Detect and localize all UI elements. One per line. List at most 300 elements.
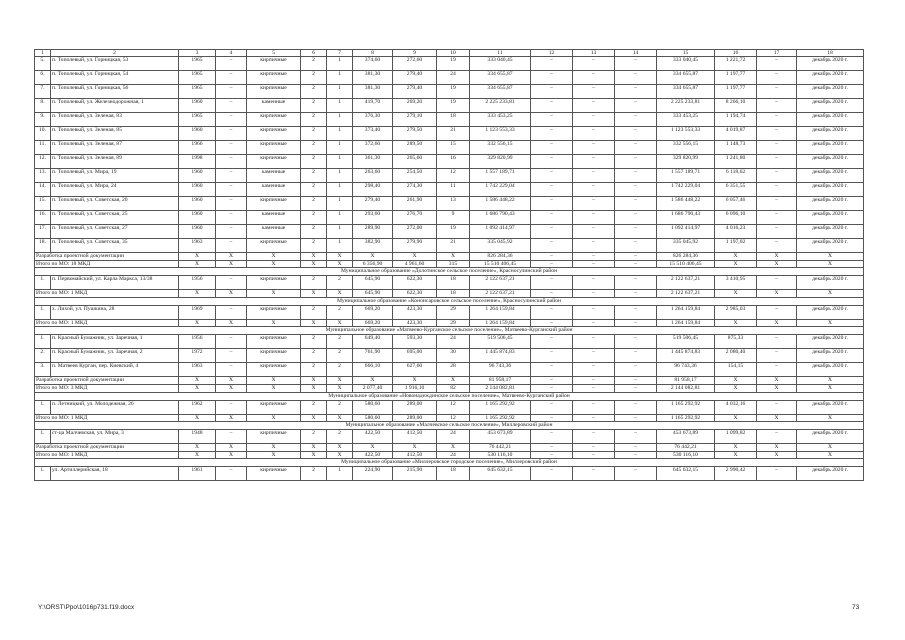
table-cell: – [615,451,657,459]
table-cell: кирпичные [247,335,301,349]
table-cell: 24 [437,430,470,444]
table-cell: кирпичные [247,71,301,85]
table-cell: 333 040,45 [470,57,531,71]
footer-file-path: Y:\ORST\Ppo\1016p731.f19.docx [38,604,135,611]
table-cell: 2 990,42 [715,467,757,481]
table-cell: – [615,127,657,141]
table-cell: – [573,71,615,85]
table-cell: 1. [35,305,51,319]
table-cell: 2 144 082,81 [470,384,531,392]
table-cell: – [615,183,657,197]
table-cell: 622,30 [393,290,437,298]
address-cell: п. Тополевый, ул. Советская, 20 [51,197,179,211]
table-cell: – [757,430,797,444]
table-cell: 2 [301,57,327,71]
table-cell: – [531,276,573,290]
table-cell: – [531,319,573,327]
table-cell: 279,40 [353,197,393,211]
table-cell: – [531,384,573,392]
table-cell: – [573,414,615,422]
table-cell: 6 351,55 [715,183,757,197]
table-cell: – [615,113,657,127]
address-cell: ул. Артиллерийская, 18 [51,467,179,481]
table-cell: декабрь 2020 г. [797,141,864,155]
table-cell: 293,60 [353,211,393,225]
table-cell: кирпичные [247,57,301,71]
table-cell: декабрь 2020 г. [797,183,864,197]
section-heading-row [35,459,864,467]
table-cell: – [615,400,657,414]
total-row [35,414,864,422]
table-cell: – [573,85,615,99]
table-cell: – [216,183,247,197]
table-cell: декабрь 2020 г. [797,305,864,319]
table-cell: 76 442,21 [657,444,715,452]
column-number: 5 [247,50,301,57]
table-cell: – [216,239,247,253]
table-cell: – [757,127,797,141]
municipality-heading: Муниципальное образование «Миллеровское городское поселение», Миллеровский район [35,459,864,467]
table-cell: 81 958,17 [657,377,715,385]
table-cell: 315 [437,260,470,268]
table-cell: X [301,451,327,459]
table-cell: – [531,85,573,99]
column-number: 16 [715,50,757,57]
table-cell: 329 820,99 [470,155,531,169]
table-cell: – [531,127,573,141]
table-cell: 1960 [179,211,216,225]
table-cell: 16. [35,211,51,225]
table-cell: 519 506,45 [657,335,715,349]
table-cell: – [216,400,247,414]
table-cell: 519 506,45 [470,335,531,349]
table-cell: кирпичные [247,400,301,414]
table-cell: – [615,377,657,385]
table-cell: 2 [301,430,327,444]
table-cell: 18 [437,467,470,481]
table-row [35,211,864,225]
table-cell: 530 116,10 [657,451,715,459]
table-cell: X [353,377,393,385]
table-cell: X [247,451,301,459]
column-number: 13 [573,50,615,57]
table-cell: 1 264 159,84 [657,305,715,319]
table-cell: 627,60 [393,363,437,377]
table-cell: – [615,253,657,261]
table-cell: – [615,260,657,268]
address-cell: п. Тополевый, ул. Мира, 19 [51,169,179,183]
column-number: 7 [327,50,353,57]
table-cell: X [715,253,757,261]
table-cell: 329 820,99 [657,155,715,169]
table-cell: X [301,384,327,392]
table-cell: X [179,260,216,268]
table-cell: кирпичные [247,197,301,211]
table-cell: 1 165 292,92 [470,400,531,414]
table-cell: – [573,127,615,141]
table-cell: 12 [437,169,470,183]
table-cell: 1 557 189,71 [470,169,531,183]
table-cell: 333 453,25 [470,113,531,127]
table-cell: 1 586 448,22 [657,197,715,211]
table-cell: X [797,384,864,392]
total-label: Разработка проектной документации [35,377,179,385]
table-cell: – [573,290,615,298]
table-row [35,467,864,481]
table-cell: – [531,335,573,349]
address-cell: п. Тополевый, ул. Горницкая, 56 [51,85,179,99]
table-cell: 21 [437,239,470,253]
table-cell: – [531,71,573,85]
table-cell: 1 165 292,92 [470,414,531,422]
table-cell: 334 655,87 [657,71,715,85]
table-cell: – [531,197,573,211]
table-cell: 2 122 637,21 [657,290,715,298]
table-cell: 1 264 159,84 [657,319,715,327]
table-cell: 279,50 [393,127,437,141]
table-cell: 2 [301,305,327,319]
table-cell: 332 556,15 [470,141,531,155]
table-cell: – [531,349,573,363]
table-cell: X [797,253,864,261]
table-row [35,141,864,155]
table-cell: 2 [301,335,327,349]
table-cell: 1960 [179,225,216,239]
table-cell: X [301,253,327,261]
table-cell: – [573,335,615,349]
table-cell: X [179,319,216,327]
table-cell: X [715,444,757,452]
table-cell: 15 [437,141,470,155]
table-cell: 332 556,15 [657,141,715,155]
table-cell: 2 [301,169,327,183]
table-cell: 381,30 [353,71,393,85]
table-cell: 666,10 [353,363,393,377]
table-cell: 1969 [179,305,216,319]
table-cell: – [757,113,797,127]
table-cell: 6. [35,71,51,85]
table-row [35,335,864,349]
table-cell: декабрь 2020 г. [797,467,864,481]
table-row [35,57,864,71]
table-cell: – [757,85,797,99]
table-cell: 4 032,16 [715,400,757,414]
table-cell: – [573,183,615,197]
table-cell: кирпичные [247,276,301,290]
table-cell: – [216,349,247,363]
table-cell: X [757,444,797,452]
table-row [35,225,864,239]
table-cell: каменные [247,99,301,113]
table-cell: 1965 [179,57,216,71]
table-cell: 593,30 [393,335,437,349]
table-cell: – [216,276,247,290]
table-cell: X [757,253,797,261]
table-cell: – [757,276,797,290]
table-cell: 2 [327,363,353,377]
table-cell: 10. [35,127,51,141]
table-row [35,71,864,85]
table-cell: X [327,444,353,452]
table-cell: – [757,183,797,197]
table-cell: декабрь 2020 г. [797,430,864,444]
total-label: Итого по МО: 1 МКД [35,451,179,459]
table-cell: – [216,363,247,377]
section-heading-row [35,268,864,276]
table-cell: 8. [35,99,51,113]
table-cell: – [531,444,573,452]
table-cell: 7. [35,85,51,99]
table-cell: – [216,57,247,71]
table-cell: 279,90 [393,239,437,253]
table-cell: 3 410,95 [715,276,757,290]
table-cell: 11. [35,141,51,155]
table-cell: – [615,197,657,211]
address-cell: ст-ца Малчевская, ул. Мира, 3 [51,430,179,444]
table-cell: – [573,444,615,452]
table-cell: – [615,85,657,99]
table-cell: 453 673,89 [657,430,715,444]
table-cell: 1956 [179,276,216,290]
total-label: Итого по МО: 18 МКД [35,260,179,268]
table-cell: 1963 [179,363,216,377]
table-cell: – [615,335,657,349]
table-cell: 13 [437,197,470,211]
table-cell: 1 916,10 [393,384,437,392]
table-cell: 1 123 553,33 [657,127,715,141]
address-cell: п. Тополевый, ул. Советская, 27 [51,225,179,239]
table-cell: 2 [301,71,327,85]
table-cell: 1 197,77 [715,85,757,99]
table-cell: 1 197,77 [715,71,757,85]
table-cell: 2 [301,183,327,197]
table-cell: X [216,451,247,459]
column-number: 6 [301,50,327,57]
address-cell: п. Красный Бумажник, ул. Заречная, 2 [51,349,179,363]
table-cell: 2 122 637,21 [470,276,531,290]
table-cell: 29 [437,319,470,327]
table-cell: – [615,276,657,290]
table-cell: – [216,305,247,319]
table-cell: 18. [35,239,51,253]
table-cell: – [757,349,797,363]
table-row [35,99,864,113]
table-cell: – [531,414,573,422]
table-cell: 265,60 [393,155,437,169]
table-cell: – [573,57,615,71]
table-cell: X [757,451,797,459]
table-cell: X [757,290,797,298]
table-cell: – [573,141,615,155]
table-cell: 6 356,90 [353,260,393,268]
table-cell: 19 [437,57,470,71]
table-cell: 15 510 406,45 [470,260,531,268]
table-cell: 24 [437,335,470,349]
table-cell: 224,90 [353,467,393,481]
table-cell: 1 092 414,97 [657,225,715,239]
table-cell: 334 655,87 [470,85,531,99]
table-cell: 154,15 [715,363,757,377]
table-cell: – [216,85,247,99]
table-cell: X [216,377,247,385]
municipality-heading: Муниципальное образование «Новонадеждинское сельское поселение», Матвеево-Курганский район [35,392,864,400]
table-cell: X [301,377,327,385]
table-cell: – [615,57,657,71]
table-cell: 274,30 [393,183,437,197]
table-cell: 17. [35,225,51,239]
table-cell: – [615,290,657,298]
table-cell: 335 045,92 [470,239,531,253]
table-cell: – [216,141,247,155]
table-cell: 15. [35,197,51,211]
table-cell: X [247,260,301,268]
total-row [35,260,864,268]
table-cell: 28 [437,363,470,377]
table-cell: – [757,155,797,169]
table-cell: 2 [301,211,327,225]
table-cell: 1 197,02 [715,239,757,253]
table-cell: каменные [247,225,301,239]
table-cell: 645 632,15 [657,467,715,481]
register-table [34,49,864,481]
table-cell: 373,40 [353,127,393,141]
table-cell: 1966 [179,141,216,155]
table-cell: 2 [301,400,327,414]
table-cell: – [757,99,797,113]
table-cell: – [573,276,615,290]
table-cell: – [615,141,657,155]
table-cell: 1 [327,113,353,127]
municipality-heading: Муниципальное образование «Кононсаровское сельское поселение», Красносулинский район [35,297,864,305]
table-cell: 269,20 [393,99,437,113]
table-cell: 1 [327,155,353,169]
total-label: Разработка проектной документации [35,253,179,261]
table-cell: 1960 [179,169,216,183]
column-number: 9 [393,50,437,57]
table-cell: X [216,253,247,261]
table-cell: 422,50 [353,451,393,459]
table-cell: – [531,141,573,155]
register-table-body [35,50,864,481]
table-cell: декабрь 2020 г. [797,239,864,253]
table-cell: – [615,414,657,422]
table-cell: – [531,430,573,444]
table-cell: декабрь 2020 г. [797,276,864,290]
address-cell: п. Тополевый, ул. Железнодорожная, 1 [51,99,179,113]
table-cell: 622,30 [393,276,437,290]
table-cell: 2 [301,363,327,377]
table-cell: X [715,377,757,385]
table-cell: 1 165 292,92 [657,400,715,414]
column-number: 10 [437,50,470,57]
table-cell: 1. [35,430,51,444]
address-cell: п. Тополевый, ул. Горницкая, 53 [51,57,179,71]
table-cell: 1 [327,85,353,99]
table-cell: 2 [301,276,327,290]
table-cell: 1 123 553,33 [470,127,531,141]
section-heading-row [35,392,864,400]
table-cell: – [531,363,573,377]
table-cell: X [437,253,470,261]
table-cell: 2 [301,467,327,481]
table-cell: – [573,349,615,363]
table-cell: 6 118,62 [715,169,757,183]
table-row [35,363,864,377]
address-cell: п. Летницкий, ул. Молодежная, 26 [51,400,179,414]
table-cell: кирпичные [247,349,301,363]
table-cell: 2 225 233,81 [657,99,715,113]
table-cell: 2 122 637,21 [470,290,531,298]
table-cell: – [573,430,615,444]
table-cell: декабрь 2020 г. [797,99,864,113]
table-cell: – [216,211,247,225]
table-cell: 669,20 [353,305,393,319]
table-cell: X [327,290,353,298]
table-cell: X [797,451,864,459]
table-cell: декабрь 2020 г. [797,225,864,239]
table-cell: 16 [437,155,470,169]
table-cell: 12 [437,414,470,422]
table-cell: 4 961,60 [393,260,437,268]
table-row [35,276,864,290]
table-cell: X [757,260,797,268]
table-cell: 1960 [179,127,216,141]
table-cell: – [531,113,573,127]
table-cell: 2 [301,141,327,155]
address-cell: п. Первомайский, ул. Карла Маркса, 13/38 [51,276,179,290]
table-cell: – [531,99,573,113]
table-cell: 18 [437,290,470,298]
table-cell: – [615,467,657,481]
table-cell: 334 655,87 [470,71,531,85]
address-cell: п. Тополевый, ул. Зеленая, 87 [51,141,179,155]
table-cell: кирпичные [247,141,301,155]
table-cell: 1960 [179,197,216,211]
table-cell: 81 958,17 [470,377,531,385]
table-cell: 1. [35,467,51,481]
table-cell: – [531,290,573,298]
table-cell: 2 [327,335,353,349]
section-heading-row [35,297,864,305]
table-cell: – [216,467,247,481]
table-cell: 419,70 [353,99,393,113]
table-cell: 1 [327,127,353,141]
table-cell: – [573,253,615,261]
table-cell: – [615,155,657,169]
table-cell: 2 225 233,81 [470,99,531,113]
table-cell: 4 019,87 [715,127,757,141]
table-cell: 1965 [179,85,216,99]
table-cell: – [216,430,247,444]
table-cell: X [715,384,757,392]
table-cell: – [573,451,615,459]
table-cell: X [327,253,353,261]
table-cell: – [573,211,615,225]
table-cell: 2 [301,349,327,363]
table-cell: 649,40 [353,335,393,349]
table-cell: – [615,211,657,225]
table-cell: X [301,319,327,327]
table-cell: 2 [301,225,327,239]
table-cell: – [531,377,573,385]
table-cell: X [179,384,216,392]
table-cell: декабрь 2020 г. [797,197,864,211]
table-cell: 289,00 [393,414,437,422]
table-cell: – [757,197,797,211]
table-cell: 1 194,74 [715,113,757,127]
table-cell: 2 [301,113,327,127]
table-cell: 530 116,10 [470,451,531,459]
